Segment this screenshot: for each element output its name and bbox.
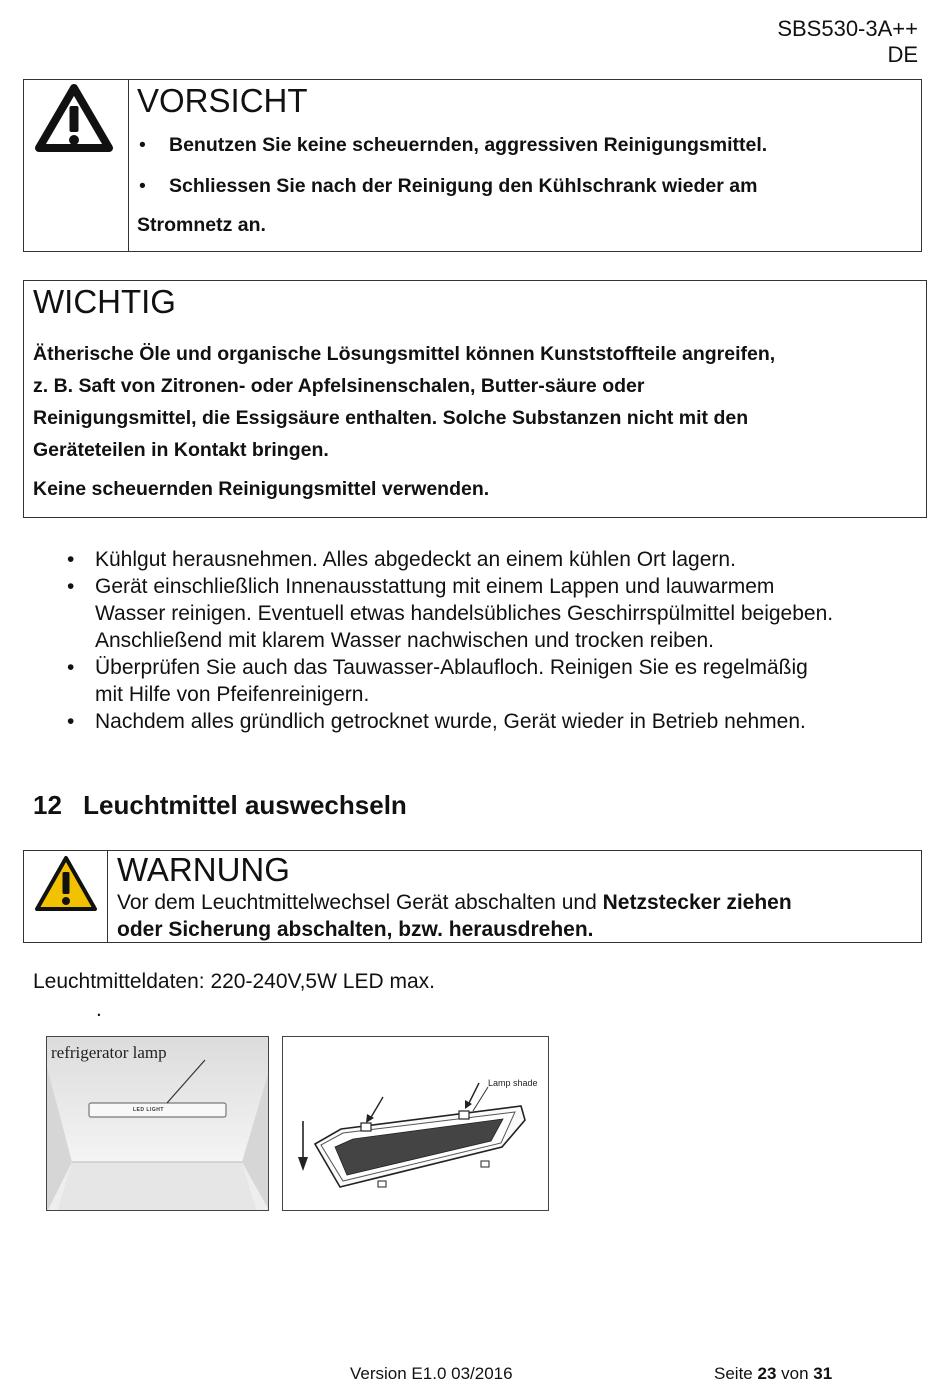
footer-version: Version E1.0 03/2016 xyxy=(350,1364,513,1383)
section-title: Leuchtmittel auswechseln xyxy=(83,790,407,820)
language-code: DE xyxy=(887,42,918,67)
warning-triangle-yellow-icon xyxy=(34,855,98,913)
lamp-data: Leuchtmitteldaten: 220-240V,5W LED max. xyxy=(33,970,435,993)
list-item: • Nachdem alles gründlich getrocknet wurde, Gerät wieder in Betrieb nehmen. xyxy=(33,708,933,735)
model-number: SBS530-3A++ xyxy=(777,16,918,41)
important-line: Reinigungsmittel, die Essigsäure enthalten. Solche Substanzen nicht mit den xyxy=(33,407,749,429)
important-title: WICHTIG xyxy=(33,283,176,320)
important-line: Ätherische Öle und organische Lösungsmittel können Kunststoffteile angreifen, xyxy=(33,343,776,365)
stray-dot: . xyxy=(96,998,102,1021)
caution-title: VORSICHT xyxy=(137,82,308,119)
warning-text: Vor dem Leuchtmittelwechsel Gerät abschalten und Netzstecker ziehen oder Sicherung abschalten, bzw. herausdrehen. xyxy=(117,891,792,941)
warning-box xyxy=(23,850,922,943)
warning-triangle-outline-icon xyxy=(34,82,114,154)
cleaning-steps-list xyxy=(33,546,933,735)
warning-title: WARNUNG xyxy=(117,851,290,888)
list-item: • Kühlgut herausnehmen. Alles abgedeckt an einem kühlen Ort lagern. xyxy=(33,546,933,573)
section-number: 12 xyxy=(33,790,62,820)
important-line: Geräteteilen in Kontakt bringen. xyxy=(33,439,329,461)
document-header xyxy=(777,16,918,68)
figure-lamp-shade xyxy=(282,1036,549,1211)
list-item: • Gerät einschließlich Innenausstattung mit einem Lappen und lauwarmem Wasser reinigen. Eventuell etwas handelsübliches Geschirrspülmittel beigeben. Anschließend mit klarem Wasser nachwischen und trocken reiben. xyxy=(33,573,933,654)
footer-page-number: Seite 23 von 31 xyxy=(714,1364,833,1383)
caution-item: • Schliessen Sie nach der Reinigung den Kühlschrank wieder am xyxy=(137,173,907,199)
lamp-label: LED LIGHT xyxy=(133,1107,164,1113)
figure-refrigerator-lamp xyxy=(46,1036,269,1211)
caution-item-continuation: Stromnetz an. xyxy=(137,214,266,236)
caution-item: • Benutzen Sie keine scheuernden, aggressiven Reinigungsmittel. xyxy=(137,132,907,158)
caution-list xyxy=(137,132,907,199)
important-box xyxy=(23,280,927,518)
list-item: • Überprüfen Sie auch das Tauwasser-Ablaufloch. Reinigen Sie es regelmäßig mit Hilfe von Pfeifenreinigern. xyxy=(33,654,933,708)
important-note: Keine scheuernden Reinigungsmittel verwenden. xyxy=(33,478,490,500)
figure-caption: refrigerator lamp xyxy=(51,1043,167,1062)
important-line: z. B. Saft von Zitronen- oder Apfelsinenschalen, Butter-säure oder xyxy=(33,375,645,397)
section-heading xyxy=(33,790,407,821)
important-paragraph xyxy=(33,338,775,466)
caution-box xyxy=(23,79,922,252)
figure-caption: Lamp shade xyxy=(488,1078,538,1088)
